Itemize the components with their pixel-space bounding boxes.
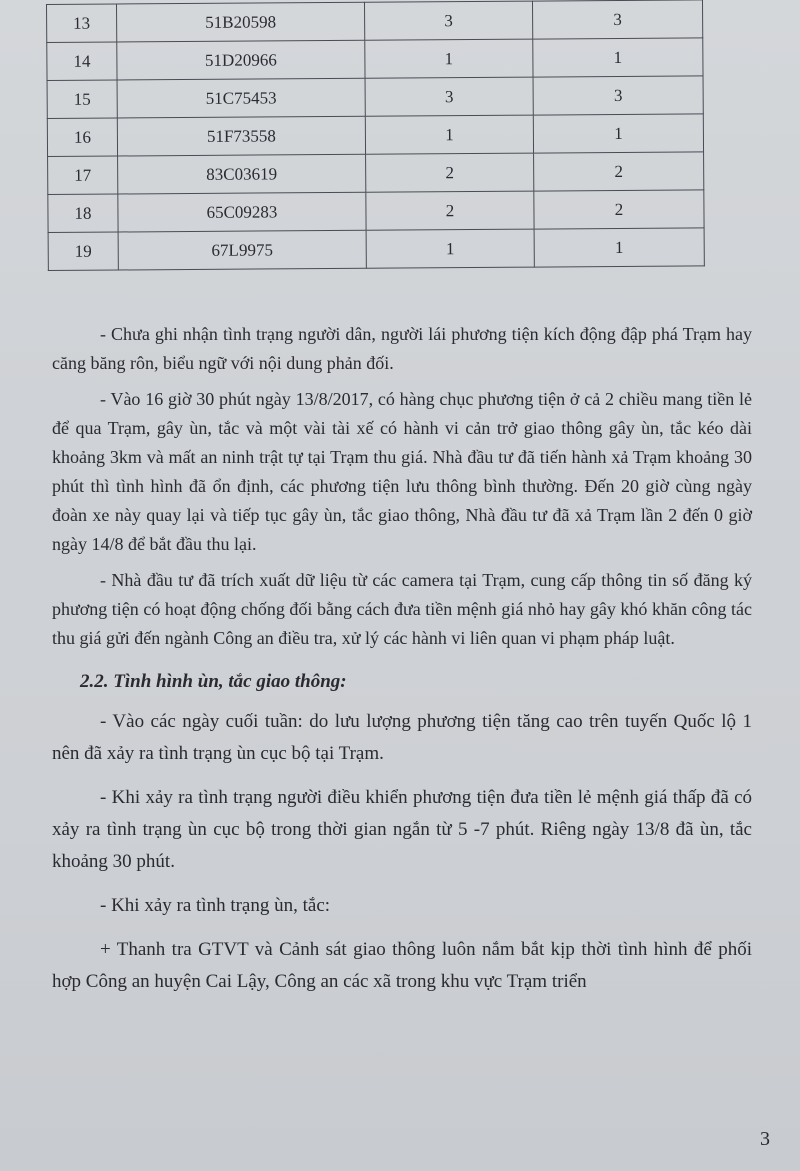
paragraph: - Vào các ngày cuối tuần: do lưu lượng phương tiện tăng cao trên tuyến Quốc lộ 1 nên đã xảy ra tình trạng ùn cục bộ tại Trạm.	[52, 711, 752, 764]
plate-number-cell: 51C75453	[117, 78, 365, 118]
count-cell: 2	[366, 153, 534, 192]
row-number-cell: 19	[48, 232, 118, 270]
count-cell: 1	[365, 39, 533, 78]
table-row	[48, 228, 704, 271]
paragraph: - Khi xảy ra tình trạng ùn, tắc:	[100, 895, 331, 916]
plate-number-cell: 67L9975	[118, 230, 366, 270]
count-cell: 1	[533, 38, 703, 77]
plate-number-cell: 51B20598	[117, 2, 365, 42]
count-cell: 3	[532, 0, 702, 39]
vehicle-table	[46, 0, 705, 271]
paragraph: - Chưa ghi nhận tình trạng người dân, người lái phương tiện kích động đập phá Trạm hay căng băng rôn, biểu ngữ với nội dung phản đối.	[52, 324, 752, 373]
table-row	[47, 0, 703, 42]
row-number-cell: 14	[47, 42, 117, 80]
count-cell: 2	[366, 191, 534, 230]
plate-number-cell: 83C03619	[118, 154, 366, 194]
count-cell: 3	[533, 76, 703, 115]
row-number-cell: 13	[47, 4, 117, 42]
paragraph: + Thanh tra GTVT và Cảnh sát giao thông luôn nắm bắt kịp thời tình hình để phối hợp Công an huyện Cai Lậy, Công an các xã trong khu vực Trạm triển	[52, 939, 752, 992]
table-row	[47, 38, 703, 81]
table-row	[48, 190, 704, 233]
row-number-cell: 16	[47, 118, 117, 156]
count-cell: 1	[366, 229, 534, 268]
count-cell: 1	[365, 115, 533, 154]
table-row	[48, 152, 704, 195]
count-cell: 2	[534, 152, 704, 191]
count-cell: 1	[534, 228, 704, 267]
section-heading: 2.2. Tình hình ùn, tắc giao thông:	[80, 671, 347, 692]
document-body	[52, 320, 752, 1010]
plate-number-cell: 51F73558	[117, 116, 365, 156]
table-row	[47, 76, 703, 119]
count-cell: 2	[534, 190, 704, 229]
plate-number-cell: 65C09283	[118, 192, 366, 232]
table-row	[47, 114, 703, 157]
page-number: 3	[760, 1128, 770, 1150]
paragraph: - Nhà đầu tư đã trích xuất dữ liệu từ các camera tại Trạm, cung cấp thông tin số đăng ký phương tiện có hoạt động chống đối bằng cách đưa tiền mệnh giá nhỏ hay gây khó khăn công tác thu giá gửi đến ngành Công an điều tra, xử lý các hành vi liên quan vi phạm pháp luật.	[52, 570, 752, 648]
paragraph: - Khi xảy ra tình trạng người điều khiển phương tiện đưa tiền lẻ mệnh giá thấp đã có xảy ra tình trạng ùn cục bộ trong thời gian ngắn từ 5 -7 phút. Riêng ngày 13/8 đã ùn, tắc khoảng 30 phút.	[52, 787, 752, 872]
paragraph: - Vào 16 giờ 30 phút ngày 13/8/2017, có hàng chục phương tiện ở cả 2 chiều mang tiền lẻ để qua Trạm, gây ùn, tắc và một vài tài xế có hành vi cản trở giao thông gây ùn, tắc kéo dài khoảng 3km và mất an ninh trật tự tại Trạm thu giá. Nhà đầu tư đã tiến hành xả Trạm khoảng 30 phút thì tình hình đã ổn định, các phương tiện lưu thông bình thường. Đến 20 giờ cùng ngày đoàn xe này quay lại và tiếp tục gây ùn, tắc giao thông, Nhà đầu tư đã xả Trạm lần 2 đến 0 giờ ngày 14/8 để bắt đầu thu lại.	[52, 389, 752, 554]
count-cell: 1	[533, 114, 703, 153]
row-number-cell: 15	[47, 80, 117, 118]
plate-number-cell: 51D20966	[117, 40, 365, 80]
count-cell: 3	[364, 1, 532, 40]
row-number-cell: 17	[48, 156, 118, 194]
row-number-cell: 18	[48, 194, 118, 232]
count-cell: 3	[365, 77, 533, 116]
section-body	[52, 706, 752, 998]
